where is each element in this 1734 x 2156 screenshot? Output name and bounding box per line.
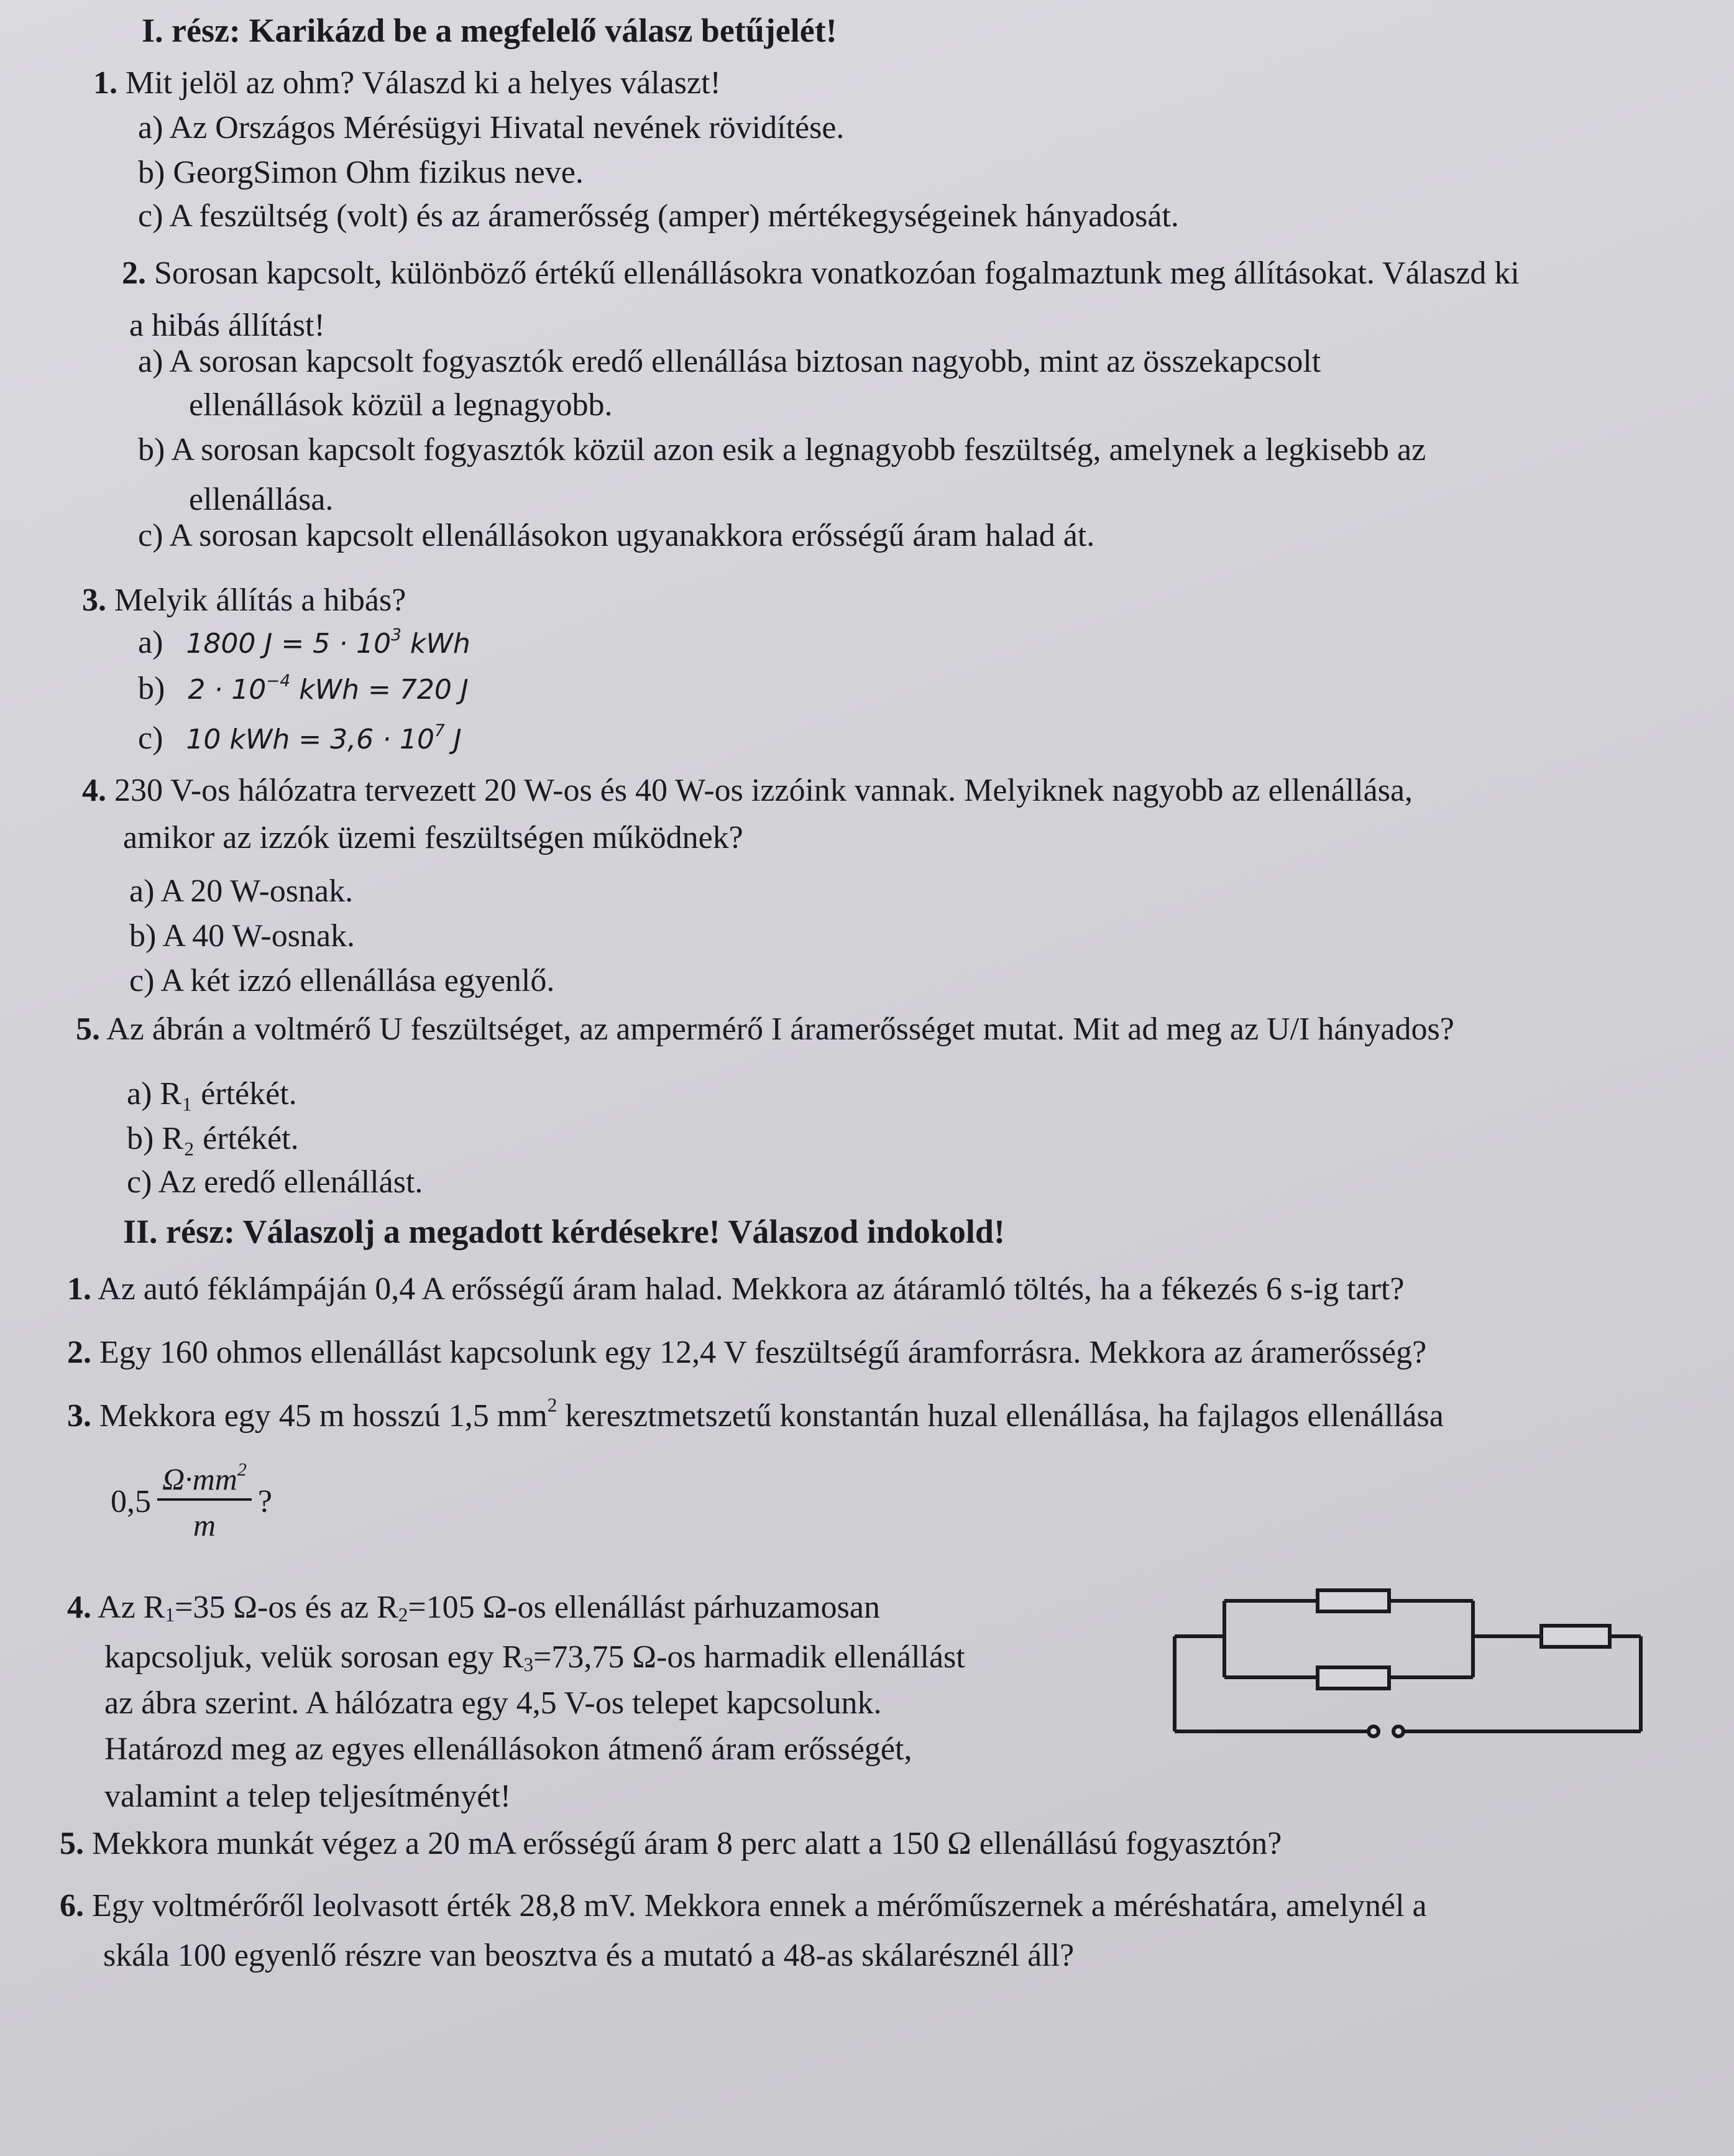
- unit-fraction: $\frac{\Omega\cdot mm^2}{m}$: [157, 1463, 252, 1541]
- option-c[interactable]: c) A két izzó ellenállása egyenlő.: [129, 963, 555, 998]
- question-text: Mekkora munkát végez a 20 mA erősségű áram 8 perc alatt a 150 Ω ellenállású fogyasztón?: [92, 1826, 1282, 1861]
- question-text: Mekkora egy 45 m hosszú 1,5 $mm^2$ keresztmetszetű konstantán huzal ellenállása, ha fajlagos ellenállása: [99, 1394, 1444, 1434]
- part2-q4: [67, 1592, 880, 1624]
- option-c[interactable]: c) A sorosan kapcsolt ellenállásokon ugyanakkora erősségű áram halad át.: [138, 518, 1095, 553]
- question-number: 2.: [67, 1335, 91, 1370]
- question-text: Melyik állítás a hibás?: [114, 583, 406, 618]
- question-number: 5.: [60, 1826, 84, 1861]
- question-number: 1.: [67, 1271, 91, 1307]
- option-a[interactable]: a) A 20 W-osnak.: [129, 873, 354, 909]
- question-text: Mit jelöl az ohm? Válaszd ki a helyes választ!: [126, 65, 721, 101]
- question-text: Az autó féklámpáján 0,4 A erősségű áram halad. Mekkora az átáramló töltés, ha a fékezés 6 s-ig tart?: [98, 1271, 1405, 1307]
- resistivity-expression: 0,5 $\frac{\Omega\cdot mm^2}{m}$ ?: [111, 1459, 272, 1542]
- part1-q2: [122, 257, 1520, 290]
- option-b[interactable]: b) A sorosan kapcsolt fogyasztók közül azon esik a legnagyobb feszültség, amelynek a legkisebb az: [138, 432, 1426, 468]
- option-a[interactable]: a) A sorosan kapcsolt fogyasztók eredő ellenállása biztosan nagyobb, mint az összekapcsolt: [138, 344, 1321, 379]
- resistor-r2: [1318, 1667, 1389, 1688]
- option-math: 1800 $J = 5 \cdot 10^3$ kWh: [186, 625, 470, 660]
- question-text: Sorosan kapcsolt, különböző értékű ellenállásokra vonatkozóan fogalmaztunk meg állításokat. Válaszd ki: [154, 256, 1520, 291]
- part2-q3: [67, 1394, 1444, 1434]
- question-text-cont: kapcsoljuk, velük sorosan egy $R_3=73,75$ Ω-os harmadik ellenállást: [104, 1639, 965, 1676]
- option-c[interactable]: c) Az eredő ellenállást.: [127, 1164, 423, 1200]
- option-label: a): [138, 625, 163, 660]
- option-b[interactable]: b) R₂ értékét.: [127, 1121, 299, 1156]
- question-number: 6.: [60, 1888, 84, 1923]
- option-b[interactable]: b) GeorgSimon Ohm fizikus neve.: [138, 155, 584, 190]
- option-math: $2 \cdot 10^{-4}$ kWh = 720 J: [188, 671, 469, 706]
- part2-heading: II. rész: Válaszolj a megadott kérdésekre! Válaszod indokold!: [123, 1213, 1005, 1250]
- option-b-cont: ellenállása.: [189, 482, 334, 517]
- option-c[interactable]: c) A feszültség (volt) és az áramerősség (amper) mértékegységeinek hányadosát.: [138, 198, 1179, 234]
- part1-q1: [93, 67, 721, 99]
- question-text: Egy 160 ohmos ellenállást kapcsolunk egy 12,4 V feszültségű áramforrásra. Mekkora az áramerősség?: [99, 1335, 1427, 1370]
- question-text-cont: skála 100 egyenlő részre van beosztva és a mutató a 48-as skálarésznél áll?: [103, 1938, 1075, 1973]
- resistor-r1: [1318, 1590, 1389, 1611]
- question-text-cont: a hibás állítást!: [129, 308, 325, 343]
- question-text-cont: Határozd meg az egyes ellenállásokon átmenő áram erősségét,: [104, 1731, 912, 1767]
- part2-q6: [60, 1890, 1427, 1922]
- option-b[interactable]: [138, 673, 469, 705]
- option-a-cont: ellenállások közül a legnagyobb.: [189, 387, 613, 423]
- option-a[interactable]: a) R₁ értékét.: [127, 1076, 297, 1112]
- part1-q4: [82, 775, 1413, 807]
- part2-q2: [67, 1337, 1426, 1369]
- circuit-diagram: [1168, 1567, 1653, 1753]
- question-text: Az $R_1=35$ Ω-os és az $R_2=105$ Ω-os ellenállást párhuzamosan: [98, 1590, 880, 1626]
- terminal: [1393, 1726, 1403, 1736]
- part1-q3: [82, 584, 406, 617]
- part1-heading: I. rész: Karikázd be a megfelelő válasz betűjelét!: [142, 12, 837, 49]
- option-c[interactable]: [138, 722, 462, 755]
- question-number: 2.: [122, 256, 146, 291]
- terminal: [1369, 1726, 1378, 1736]
- option-label: c): [138, 721, 163, 756]
- question-text: Egy voltmérőről leolvasott érték 28,8 mV. Mekkora ennek a mérőműszernek a méréshatára, amelynél a: [92, 1888, 1427, 1923]
- option-label: b): [138, 671, 165, 706]
- option-b[interactable]: b) A 40 W-osnak.: [129, 918, 356, 954]
- question-text: 230 V-os hálózatra tervezett 20 W-os és 40 W-os izzóink vannak. Melyiknek nagyobb az ellenállása,: [114, 773, 1413, 808]
- question-number: 4.: [67, 1590, 91, 1625]
- question-number: 1.: [93, 65, 117, 101]
- question-text-cont: az ábra szerint. A hálózatra egy 4,5 V-os telepet kapcsolunk.: [104, 1685, 882, 1721]
- question-number: 4.: [82, 773, 106, 808]
- question-text: Az ábrán a voltmérő U feszültséget, az ampermérő I áramerősséget mutat. Mit ad meg az U/I hányados?: [106, 1011, 1454, 1047]
- option-a[interactable]: a) Az Országos Mérésügyi Hivatal nevének rövidítése.: [138, 110, 845, 145]
- option-math: 10 kWh = $3,6 \cdot 10^7$ J: [186, 721, 462, 755]
- question-text-cont: valamint a telep teljesítményét!: [104, 1779, 511, 1814]
- option-a[interactable]: [138, 627, 470, 659]
- question-number: 3.: [67, 1398, 91, 1434]
- resistor-r3: [1541, 1626, 1610, 1647]
- question-number: 3.: [82, 583, 106, 618]
- question-text-cont: amikor az izzók üzemi feszültségen működnek?: [123, 820, 743, 855]
- part1-q5: [76, 1013, 1454, 1046]
- part2-q1: [67, 1273, 1404, 1306]
- question-number: 5.: [76, 1011, 100, 1047]
- part2-q5: [60, 1828, 1282, 1860]
